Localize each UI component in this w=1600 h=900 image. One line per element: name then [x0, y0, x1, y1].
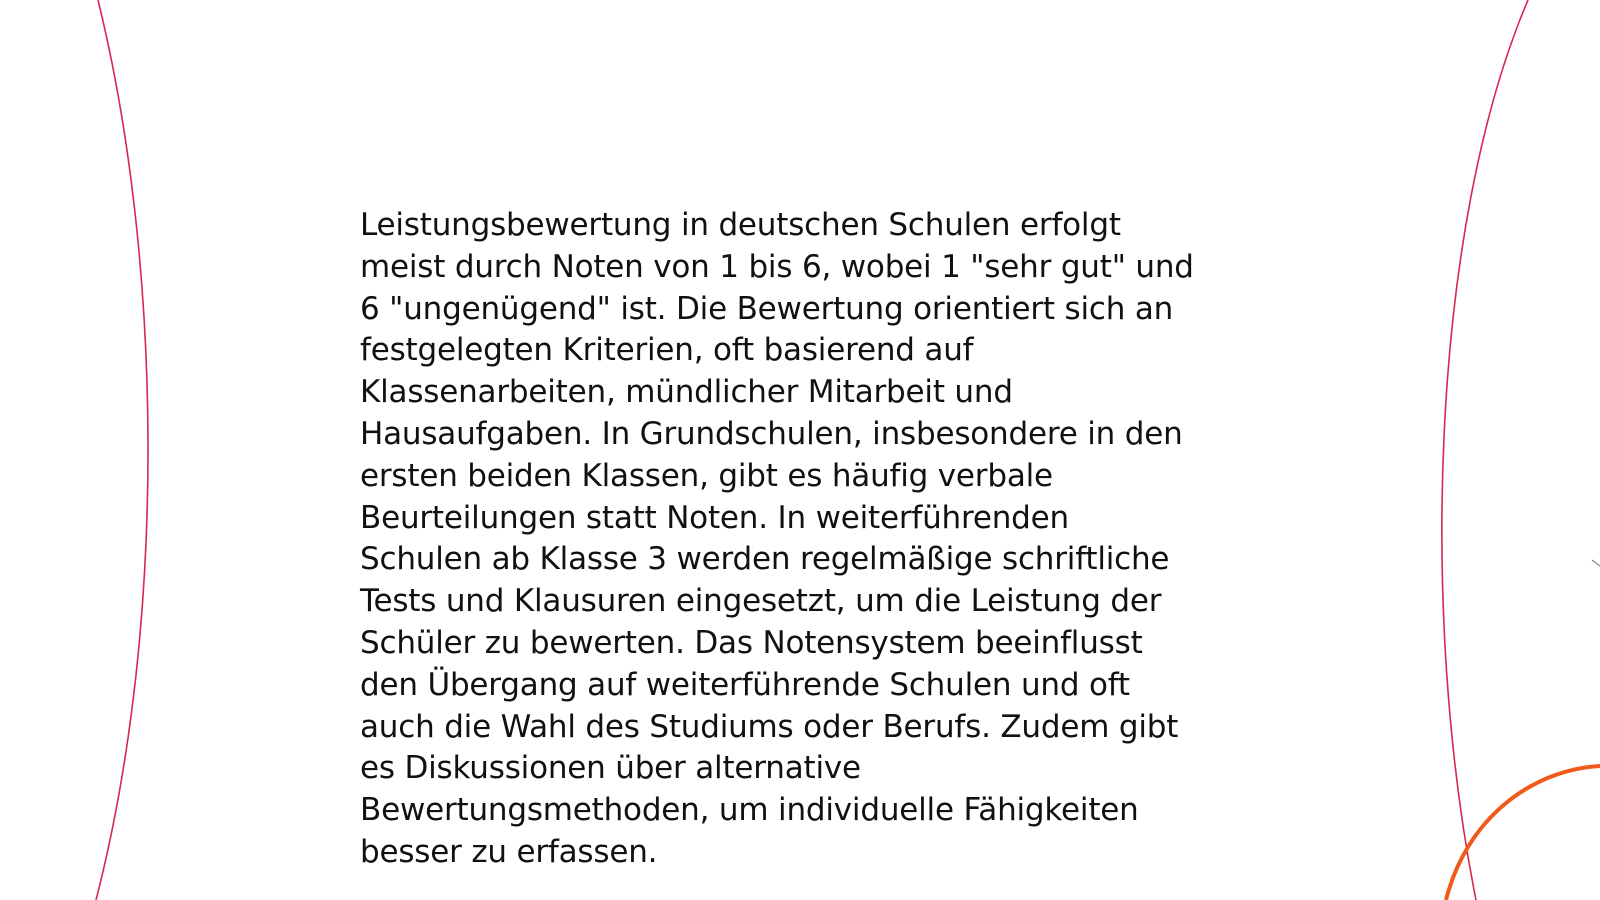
- text-line: besser zu erfassen.: [360, 833, 658, 870]
- text-line: Leistungsbewertung in deutschen Schulen erfolgt: [360, 207, 1121, 243]
- text-line: meist durch Noten von 1 bis 6, wobei 1 "sehr gut" und: [360, 248, 1194, 285]
- text-line: 6 "ungenügend" ist. Die Bewertung orientiert sich an: [360, 290, 1174, 327]
- text-line: ersten beiden Klassen, gibt es häufig verbale: [360, 457, 1053, 494]
- text-line: den Übergang auf weiterführende Schulen und oft: [360, 666, 1130, 703]
- slide-body-text: [360, 205, 1250, 874]
- text-line: festgelegten Kriterien, oft basierend auf: [360, 332, 974, 369]
- right-curve-line: [1442, 0, 1528, 900]
- text-line: Schulen ab Klasse 3 werden regelmäßige schriftliche: [360, 541, 1170, 578]
- text-line: es Diskussionen über alternative: [360, 750, 861, 787]
- orange-accent-arc: [1446, 766, 1600, 900]
- text-line: Tests und Klausuren eingesetzt, um die Leistung der: [360, 583, 1162, 620]
- text-line: Klassenarbeiten, mündlicher Mitarbeit und: [360, 374, 1013, 411]
- text-line: Bewertungsmethoden, um individuelle Fähigkeiten: [360, 792, 1139, 829]
- text-line: Beurteilungen statt Noten. In weiterführenden: [360, 499, 1069, 536]
- left-curve-line: [96, 0, 148, 900]
- right-edge-tick: [1592, 560, 1600, 566]
- text-line: Hausaufgaben. In Grundschulen, insbesondere in den: [360, 415, 1183, 452]
- text-line: auch die Wahl des Studiums oder Berufs. Zudem gibt: [360, 708, 1179, 745]
- text-line: Schüler zu bewerten. Das Notensystem beeinflusst: [360, 624, 1143, 661]
